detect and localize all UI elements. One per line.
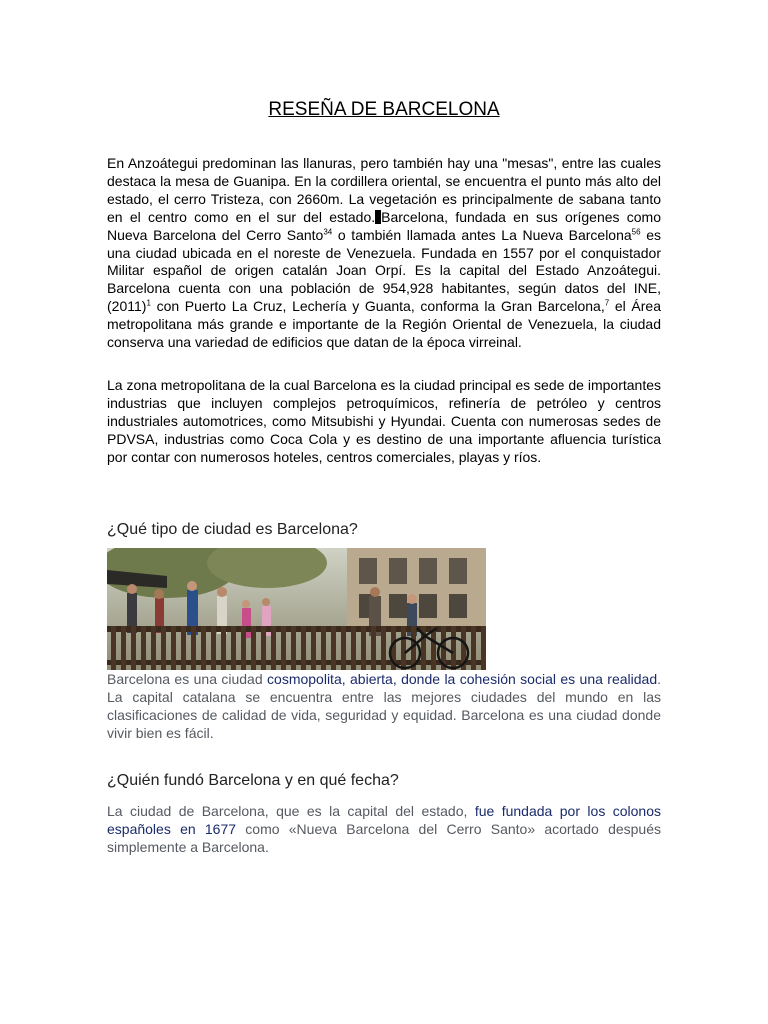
heading-founding: ¿Quién fundó Barcelona y en qué fecha? <box>107 772 399 789</box>
footnote-ref: 56 <box>631 226 641 236</box>
paragraph-geography-text-1: En Anzoátegui predominan las llanuras, pero también hay una "mesas", entre las cuales destaca la mesa de Guanipa. En la cordillera oriental, se encuentra el punto más alto del estado, el cerro Tristeza, con 2660m. La vegetación es principalmente de sabana tanto en el centro como en el sur del estado. <box>107 155 661 225</box>
document-title: RESEÑA DE BARCELONA <box>268 99 500 120</box>
paragraph-geography <box>107 155 661 352</box>
footnote-ref: 1 <box>146 298 151 308</box>
paragraph-city-type-text-2: . La capital catalana se encuentra entre las mejores ciudades del mundo en las clasificaciones de calidad de vida, seguridad y equidad. Barcelona es una ciudad donde vivir bien es fácil. <box>107 671 661 741</box>
paragraph-city-type <box>107 671 661 743</box>
paragraph-city-type-text-1: Barcelona es una ciudad <box>107 671 268 687</box>
heading-city-type: ¿Qué tipo de ciudad es Barcelona? <box>107 521 358 538</box>
footnote-ref: 34 <box>323 226 333 236</box>
paragraph-geography-text-6: el Área metropolitana más grande e importante de la Región Oriental de Venezuela, la ciudad conserva una variedad de edificios que datan de la época virreinal. <box>107 298 662 351</box>
cohesion-link[interactable]: cosmopolita, abierta, donde la cohesión social es una realidad <box>267 671 658 687</box>
barcelona-street-photo <box>107 548 486 670</box>
paragraph-founding <box>107 803 661 857</box>
paragraph-founding-text-1: La ciudad de Barcelona, que es la capital del estado, <box>107 803 475 819</box>
paragraph-geography-text-5: con Puerto La Cruz, Lechería y Guanta, conforma la Gran Barcelona, <box>150 298 605 315</box>
paragraph-geography-text-3: o también llamada antes La Nueva Barcelona <box>332 226 632 243</box>
paragraph-geography-text-4: es una ciudad ubicada en el noreste de Venezuela. Fundada en 1557 por el conquistador Militar español de origen catalán Joan Orpí. Es la capital del Estado Anzoátegui. Barcelona cuenta con una población de 954,928 habitantes, según datos del INE, (2011) <box>107 226 662 315</box>
footnote-ref: 7 <box>604 298 610 308</box>
paragraph-geography-text-2: Barcelona, fundada en sus orígenes como Nueva Barcelona del Cerro Santo <box>107 208 661 243</box>
paragraph-founding-text-2: como «Nueva Barcelona del Cerro Santo» acortado después simplemente a Barcelona. <box>107 820 662 855</box>
photo-illustration <box>107 548 486 670</box>
paragraph-industry: La zona metropolitana de la cual Barcelona es la ciudad principal es sede de importantes industrias que incluyen complejos petroquímicos, refinería de petróleo y centros industriales automotrices, como Mitsubishi y Hyundai. Cuenta con numerosas sedes de PDVSA, industrias como Coca Cola y es destino de una importante afluencia turística por contar con numerosos hoteles, centros comerciales, playas y ríos. <box>107 377 661 465</box>
founding-link[interactable]: fue fundada por los colonos españoles en 1677 <box>107 803 662 837</box>
